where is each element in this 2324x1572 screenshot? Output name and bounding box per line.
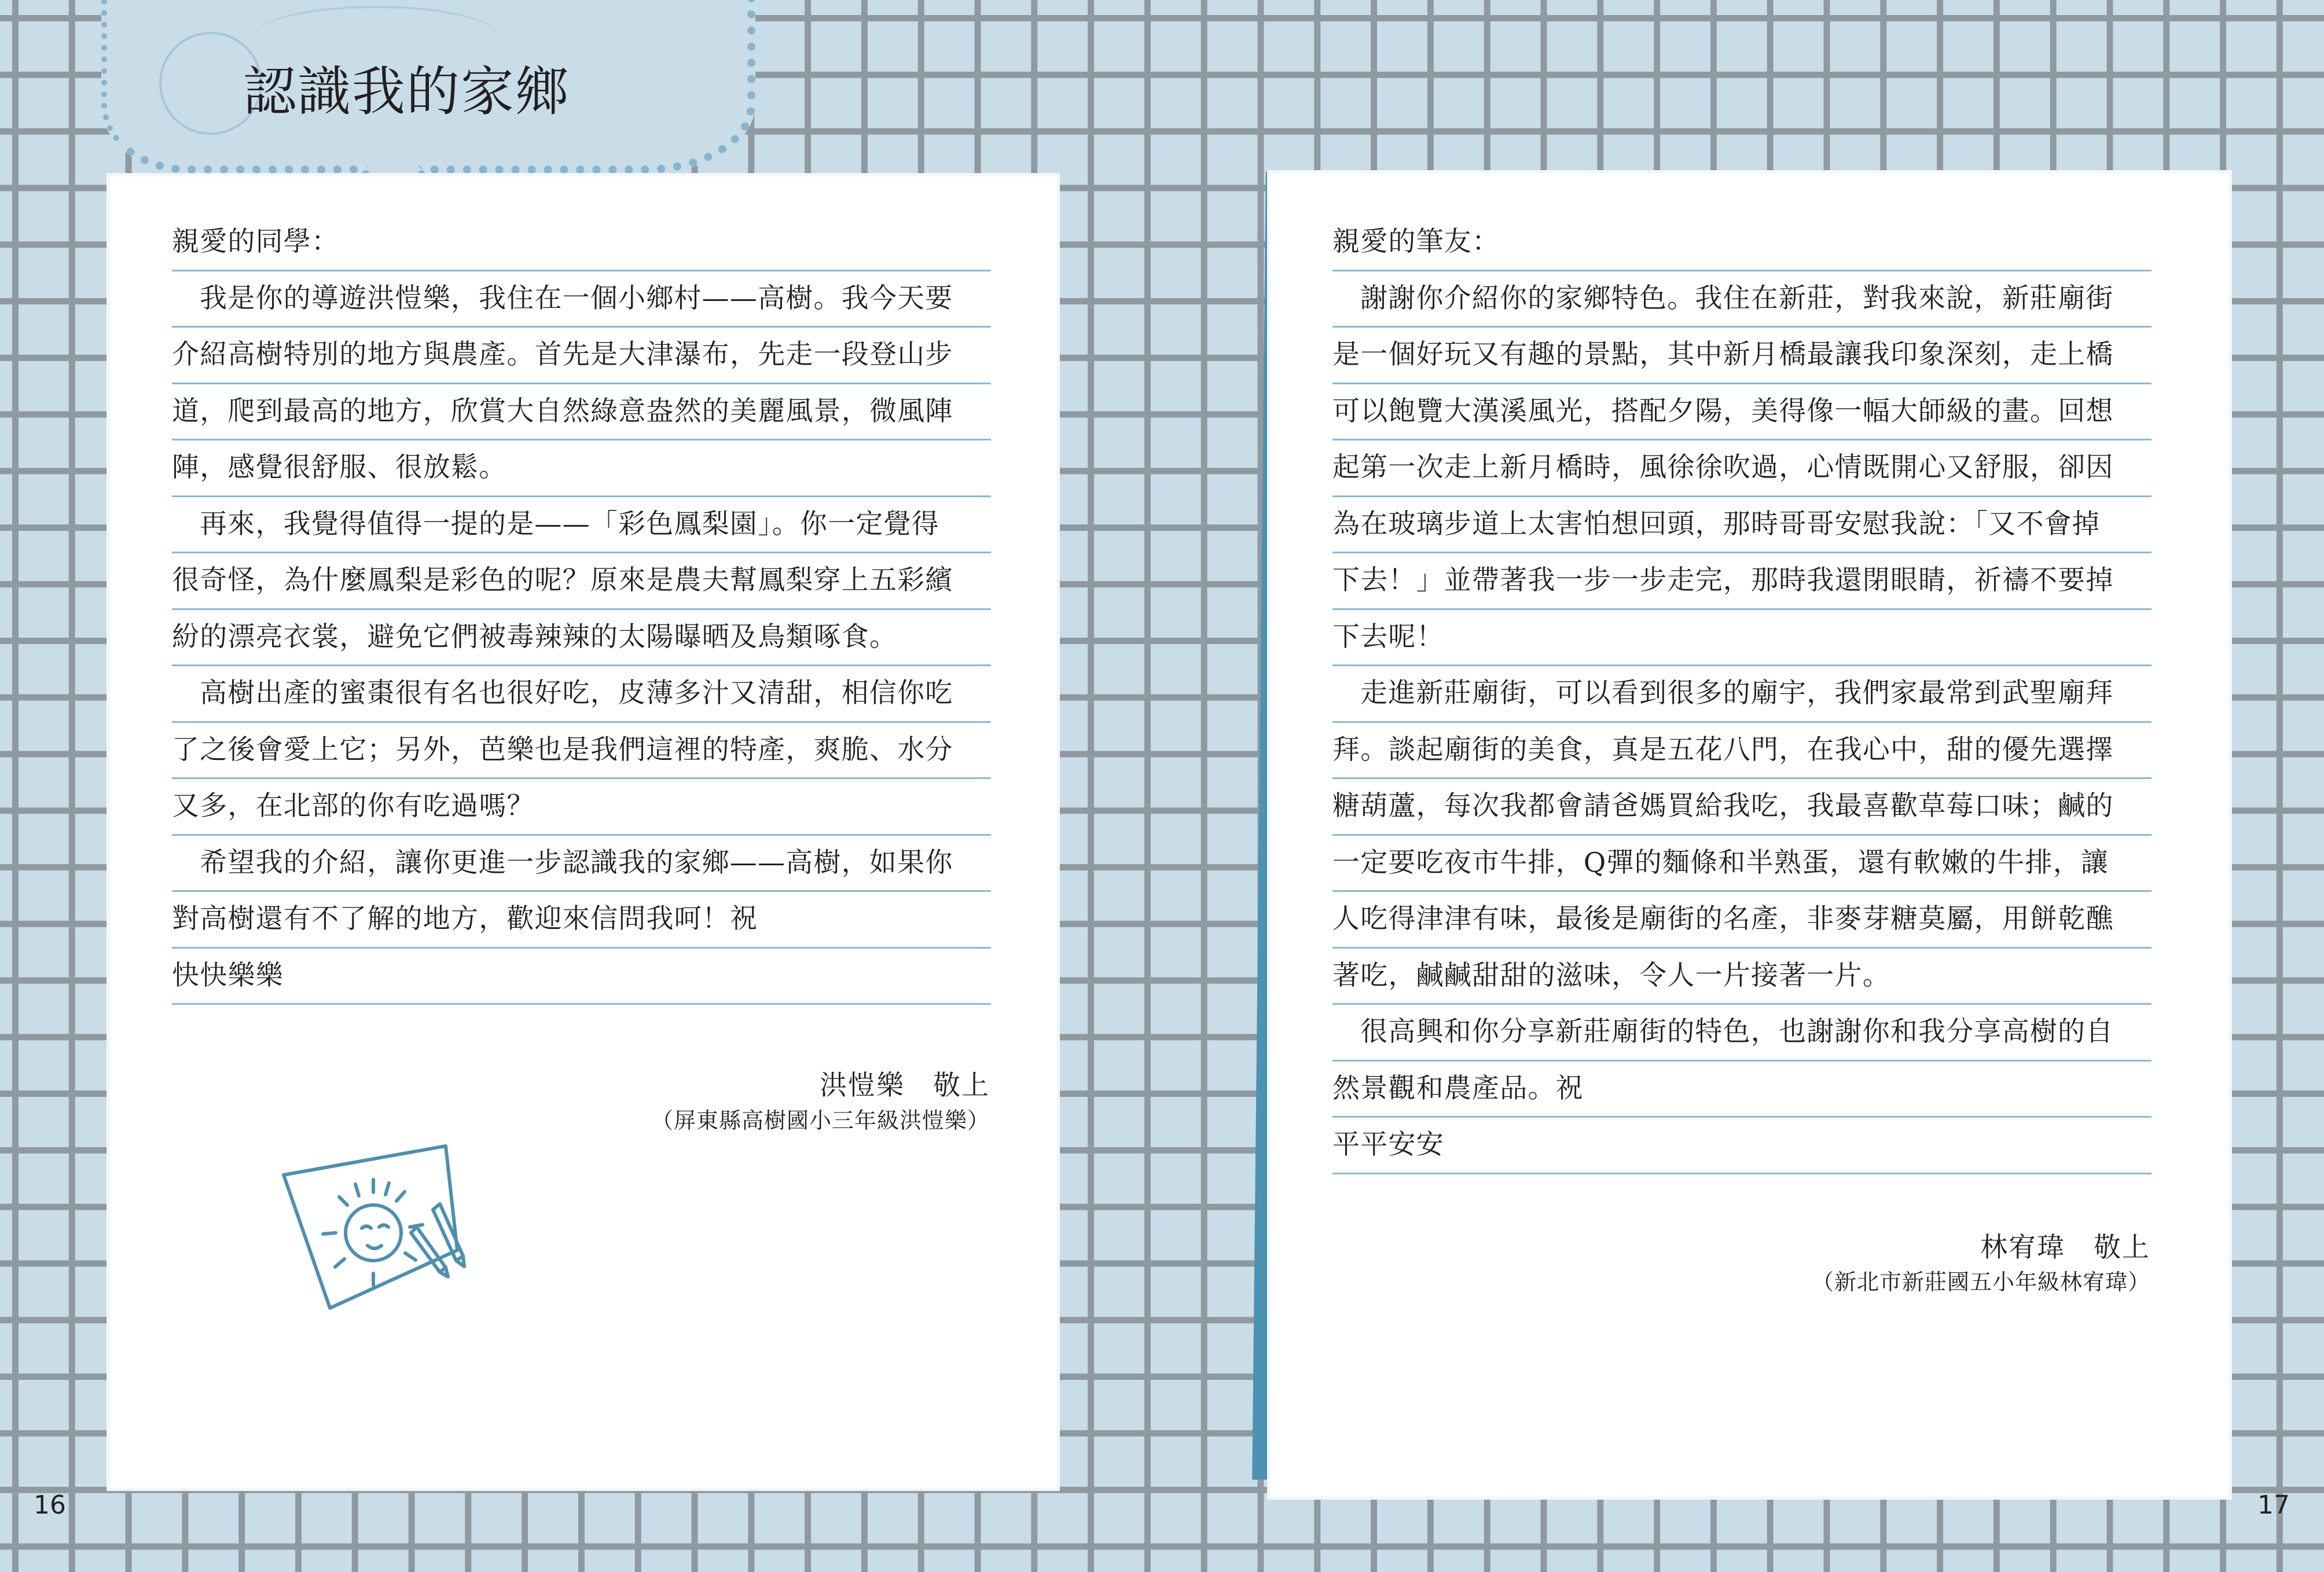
letter-line: 起第一次走上新月橋時，風徐徐吹過，心情既開心又舒服，卻因 [1332, 440, 2152, 497]
letter-line: 希望我的介紹，讓你更進一步認識我的家鄉——高樹，如果你 [172, 836, 991, 892]
letter-line: 是一個好玩又有趣的景點，其中新月橋最讓我印象深刻，走上橋 [1332, 328, 2152, 384]
letter-line: 介紹高樹特別的地方與農產。首先是大津瀑布，先走一段登山步 [172, 328, 991, 384]
letter-line: 親愛的同學： [172, 215, 991, 271]
letter-closing: 快快樂樂 [172, 949, 991, 1005]
letter-line: 下去呢！ [1332, 610, 2152, 667]
letter-line: 走進新莊廟街，可以看到很多的廟宇，我們家最常到武聖廟拜 [1332, 666, 2152, 723]
letter-line: 然景觀和農產品。祝 [1332, 1062, 2152, 1118]
sun-drawing-with-crayons-icon [272, 1134, 504, 1320]
letter-line: 為在玻璃步道上太害怕想回頭，那時哥哥安慰我說：「又不會掉 [1332, 497, 2152, 554]
letter-line: 很奇怪，為什麼鳳梨是彩色的呢？原來是農夫幫鳳梨穿上五彩繽 [172, 553, 991, 610]
letter-line: 紛的漂亮衣裳，避免它們被毒辣辣的太陽曝晒及鳥類啄食。 [172, 610, 991, 667]
letter-line: 再來，我覺得值得一提的是——「彩色鳳梨園」。你一定覺得 [172, 497, 991, 554]
letter-line: 謝謝你介紹你的家鄉特色。我住在新莊，對我來說，新莊廟街 [1332, 271, 2152, 328]
letter-line: 對高樹還有不了解的地方，歡迎來信問我呵！祝 [172, 892, 991, 949]
page-title: 認識我的家鄉 [243, 61, 570, 123]
letter-line: 可以飽覽大漢溪風光，搭配夕陽，美得像一幅大師級的畫。回想 [1332, 384, 2152, 441]
right-letter-body [1332, 215, 2152, 1174]
letter-line: 高樹出產的蜜棗很有名也很好吃，皮薄多汁又清甜，相信你吃 [172, 666, 991, 723]
letter-line: 糖葫蘆，每次我都會請爸媽買給我吃，我最喜歡草莓口味；鹹的 [1332, 779, 2152, 836]
right-signature: 林宥瑋 敬上 [1980, 1232, 2150, 1264]
letter-line: 陣，感覺很舒服、很放鬆。 [172, 440, 991, 497]
letter-line: 人吃得津津有味，最後是廟街的名產，非麥芽糖莫屬，用餅乾醮 [1332, 892, 2152, 949]
left-school-credit: （屏東縣高樹國小三年級洪愷樂） [651, 1108, 990, 1133]
letter-line: 一定要吃夜市牛排，Q彈的麵條和半熟蛋，還有軟嫩的牛排，讓 [1332, 836, 2152, 892]
page-number-left: 16 [34, 1490, 66, 1520]
letter-line: 了之後會愛上它；另外，芭樂也是我們這裡的特產，爽脆、水分 [172, 723, 991, 780]
letter-line: 又多，在北部的你有吃過嗎？ [172, 779, 991, 836]
letter-line: 下去！」並帶著我一步一步走完，那時我還閉眼睛，祈禱不要掉 [1332, 553, 2152, 610]
page-number-right: 17 [2257, 1490, 2290, 1520]
letter-closing: 平平安安 [1332, 1118, 2152, 1174]
letter-line: 著吃，鹹鹹甜甜的滋味，令人一片接著一片。 [1332, 949, 2152, 1005]
letter-line: 道，爬到最高的地方，欣賞大自然綠意盎然的美麗風景，微風陣 [172, 384, 991, 441]
letter-line: 我是你的導遊洪愷樂，我住在一個小鄉村——高樹。我今天要 [172, 271, 991, 328]
left-signature: 洪愷樂 敬上 [820, 1070, 990, 1101]
letter-line: 親愛的筆友： [1332, 215, 2152, 271]
letter-line: 很高興和你分享新莊廟街的特色，也謝謝你和我分享高樹的自 [1332, 1005, 2152, 1062]
right-school-credit: （新北市新莊國五小年級林宥瑋） [1811, 1269, 2150, 1295]
left-letter-body [172, 215, 991, 1005]
letter-line: 拜。談起廟街的美食，真是五花八門，在我心中，甜的優先選擇 [1332, 723, 2152, 780]
title-decoration-swirl-icon [255, 6, 498, 66]
